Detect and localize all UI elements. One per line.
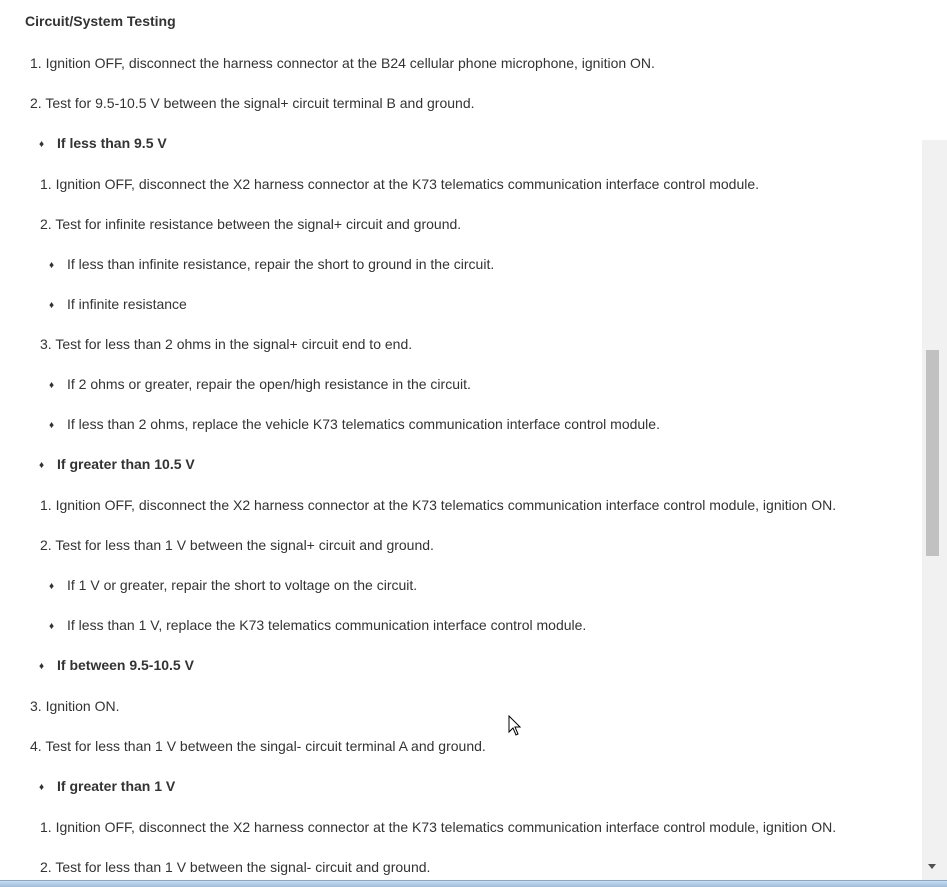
diamond-bullet-icon: ♦ [39, 139, 45, 150]
result-line: ♦ If 2 ohms or greater, repair the open/high resistance in the circuit. [49, 375, 471, 395]
result-line: ♦ If less than infinite resistance, repair the short to ground in the circuit. [49, 255, 494, 275]
step-line: 4. Test for less than 1 V between the singal- circuit terminal A and ground. [30, 738, 486, 754]
diamond-bullet-icon: ♦ [49, 260, 55, 271]
diamond-bullet-icon: ♦ [49, 621, 55, 632]
diamond-bullet-icon: ♦ [39, 782, 45, 793]
result-line: ♦ If between 9.5-10.5 V [39, 656, 194, 676]
step-line: 1. Ignition OFF, disconnect the X2 harness connector at the K73 telematics communication interface control module, ignition ON. [40, 497, 837, 513]
step-line: 3. Test for less than 2 ohms in the signal+ circuit end to end. [40, 336, 413, 352]
step-line: 3. Ignition ON. [30, 698, 120, 714]
result-line: ♦ If 1 V or greater, repair the short to voltage on the circuit. [49, 576, 417, 596]
result-line: ♦ If less than 2 ohms, replace the vehicle K73 telematics communication interface control module. [49, 415, 660, 435]
step-line: 2. Test for infinite resistance between the signal+ circuit and ground. [40, 216, 462, 232]
scroll-track[interactable] [922, 0, 947, 140]
section-title: Circuit/System Testing [25, 13, 176, 29]
result-line: ♦ If greater than 10.5 V [39, 455, 195, 475]
result-line: ♦ If less than 9.5 V [39, 134, 167, 154]
diamond-bullet-icon: ♦ [39, 661, 45, 672]
diamond-bullet-icon: ♦ [49, 380, 55, 391]
result-line: ♦ If infinite resistance [49, 295, 187, 315]
step-line: 2. Test for less than 1 V between the signal- circuit and ground. [40, 859, 431, 875]
mouse-pointer-icon [508, 715, 522, 737]
diamond-bullet-icon: ♦ [39, 460, 45, 471]
step-line: 2. Test for 9.5-10.5 V between the signal+ circuit terminal B and ground. [30, 95, 475, 111]
step-line: 1. Ignition OFF, disconnect the X2 harness connector at the K73 telematics communication interface control module, ignition ON. [40, 819, 837, 835]
diamond-bullet-icon: ♦ [49, 420, 55, 431]
scroll-down-arrow-icon[interactable] [928, 864, 936, 869]
result-line: ♦ If greater than 1 V [39, 777, 175, 797]
vertical-scrollbar[interactable] [922, 0, 947, 880]
step-line: 1. Ignition OFF, disconnect the harness connector at the B24 cellular phone microphone, ignition ON. [30, 55, 655, 71]
scroll-thumb[interactable] [926, 350, 939, 556]
diamond-bullet-icon: ♦ [49, 581, 55, 592]
step-line: 1. Ignition OFF, disconnect the X2 harness connector at the K73 telematics communication interface control module. [40, 176, 760, 192]
diamond-bullet-icon: ♦ [49, 300, 55, 311]
result-line: ♦ If less than 1 V, replace the K73 telematics communication interface control module. [49, 616, 586, 636]
step-line: 2. Test for less than 1 V between the signal+ circuit and ground. [40, 537, 434, 553]
